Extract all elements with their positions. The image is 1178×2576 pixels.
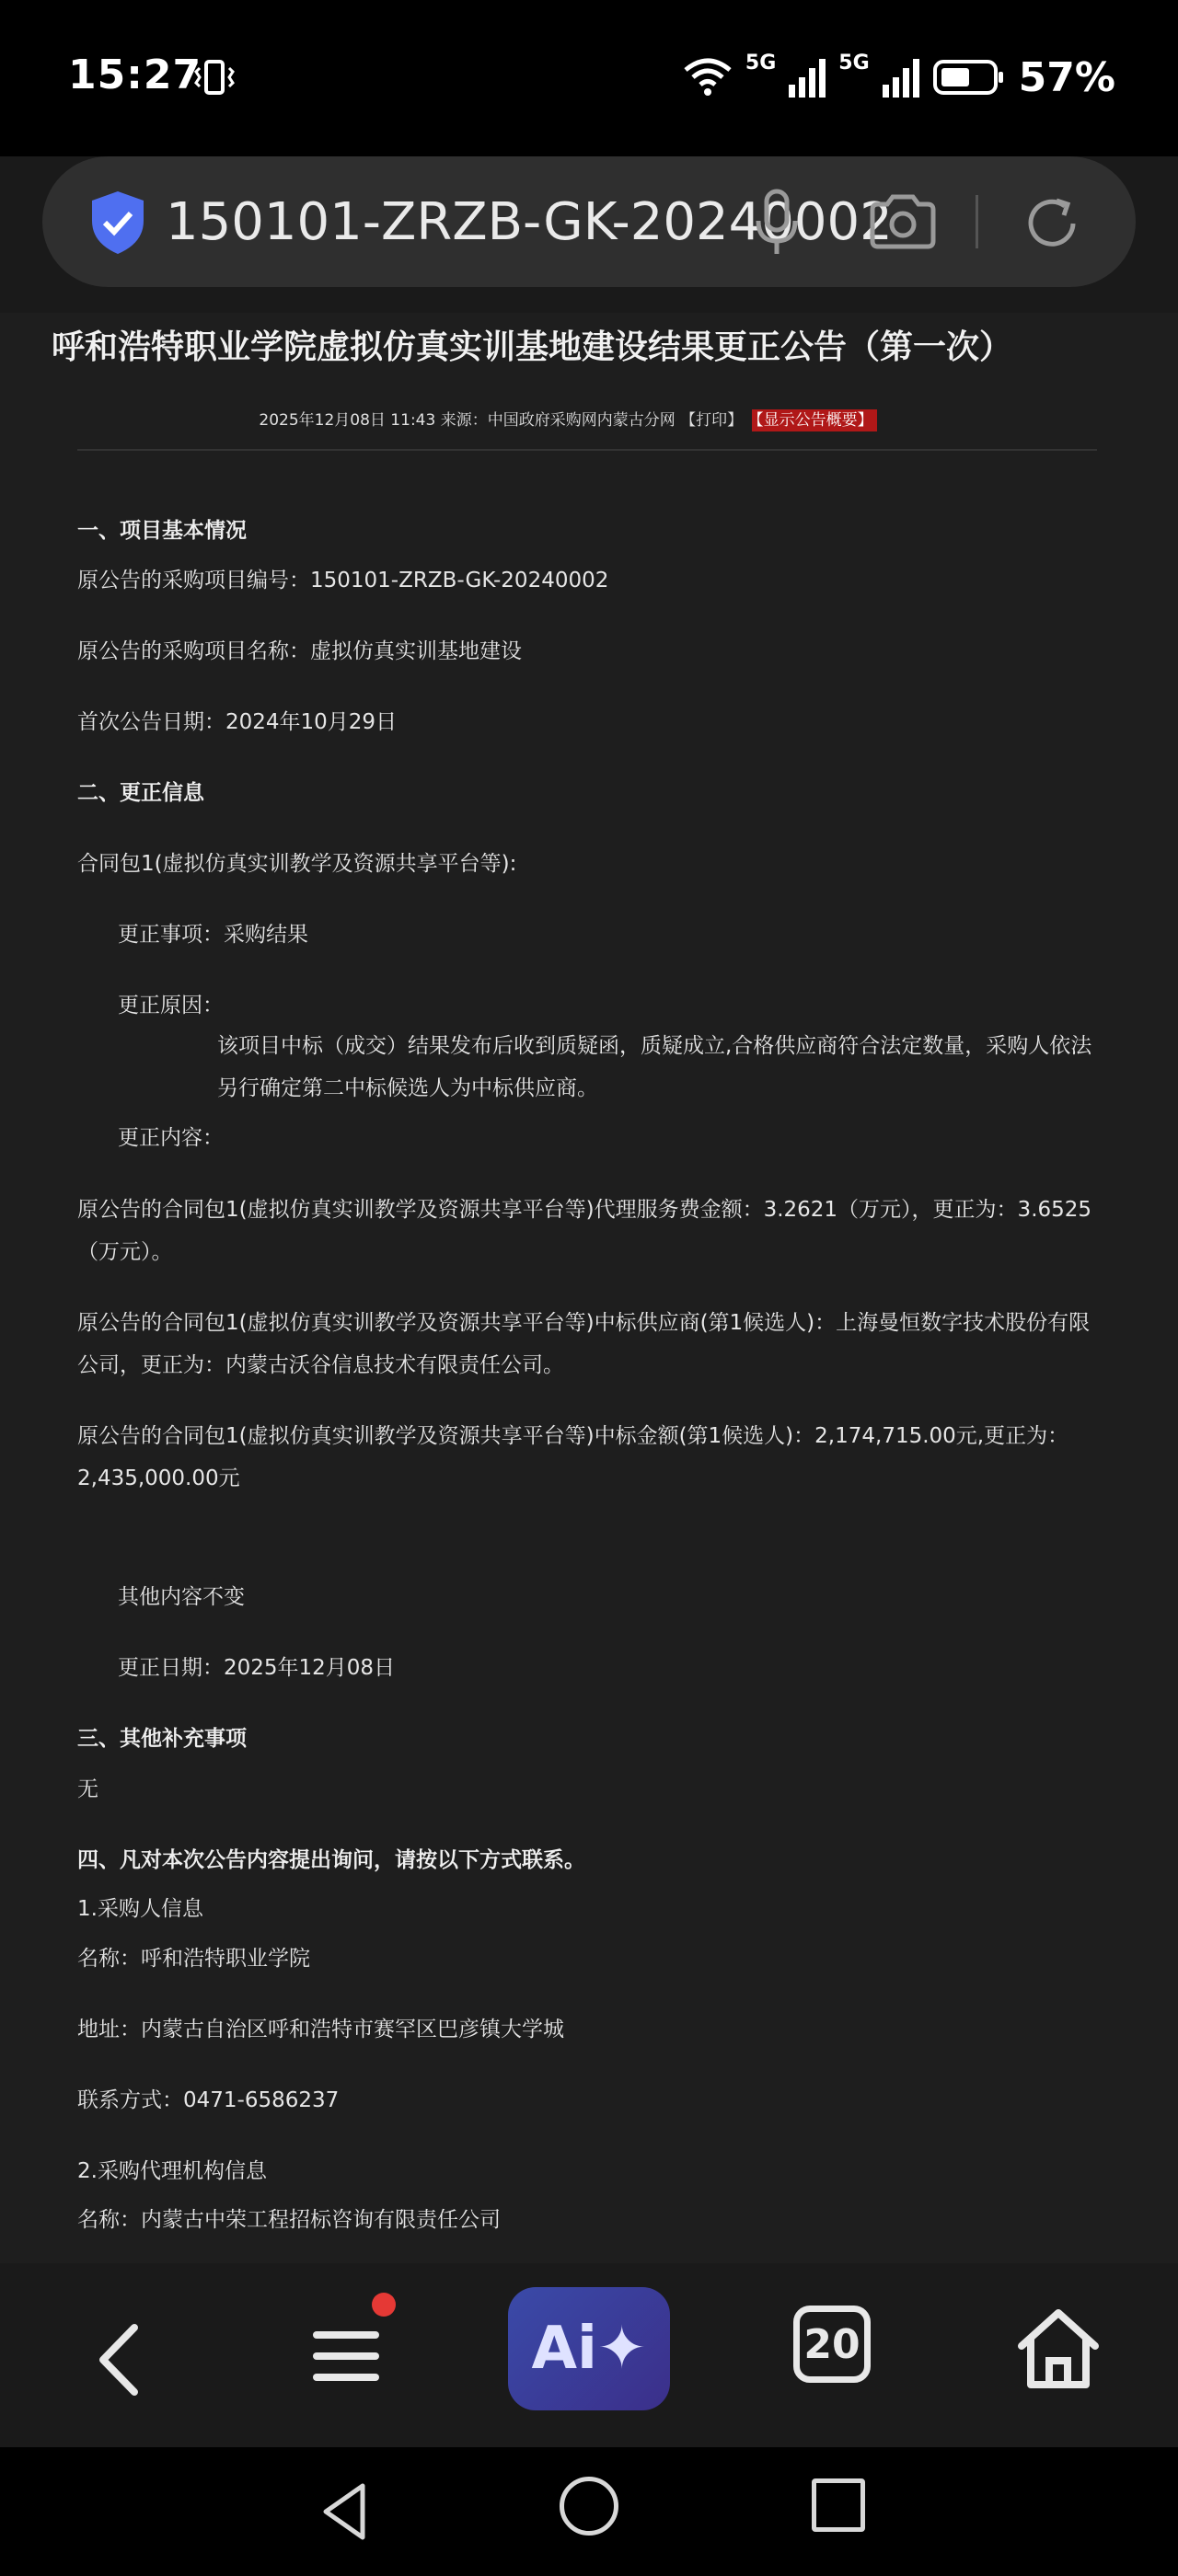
battery-icon (932, 57, 1006, 98)
contract-package: 合同包1(虚拟仿真实训教学及资源共享平台等): (77, 852, 517, 876)
page-title: 呼和浩特职业学院虚拟仿真实训基地建设结果更正公告（第一次） (52, 328, 1013, 366)
correction-item: 更正事项：采购结果 (118, 923, 308, 947)
url-bar-divider (976, 195, 978, 248)
project-number: 原公告的采购项目编号：150101-ZRZB-GK-20240002 (77, 569, 609, 592)
home-icon[interactable] (1012, 2304, 1104, 2396)
status-time: 15:27 (68, 52, 202, 98)
system-nav-bar (0, 2447, 1178, 2576)
agent-name: 名称：内蒙古中荣工程招标咨询有限责任公司 (77, 2208, 501, 2232)
tabs-count-button[interactable]: 20 (793, 2306, 871, 2383)
system-home-icon[interactable] (560, 2477, 618, 2536)
correction-date: 更正日期：2025年12月08日 (118, 1656, 396, 1680)
section-2-heading: 二、更正信息 (77, 781, 204, 805)
signal-icon-1 (789, 57, 826, 98)
url-text[interactable]: 150101-ZRZB-GK-20240002 (166, 192, 893, 252)
show-summary-link[interactable]: 【显示公告概要】 (752, 409, 877, 431)
correction-content-1: 原公告的合同包1(虚拟仿真实训教学及资源共享平台等)代理服务费金额：3.2621（万元），更正为：3.6525（万元）。 (77, 1198, 1092, 1264)
microphone-icon[interactable] (751, 188, 803, 258)
network-type-2: 5G (838, 52, 870, 75)
battery-percentage: 57% (1018, 53, 1115, 101)
correction-content-3: 原公告的合同包1(虚拟仿真实训教学及资源共享平台等)中标金额(第1候选人)：2,174,715.00元,更正为：2,435,000.00元 (77, 1424, 1069, 1490)
system-back-icon[interactable] (311, 2475, 385, 2548)
buyer-name: 名称：呼和浩特职业学院 (77, 1947, 310, 1971)
section-4-heading: 四、凡对本次公告内容提出询问，请按以下方式联系。 (77, 1848, 585, 1872)
reload-icon[interactable] (1022, 193, 1082, 254)
correction-content-label: 更正内容： (118, 1126, 224, 1150)
browser-bottom-nav (0, 2263, 1178, 2447)
notice-meta (0, 407, 1136, 430)
correction-content-2: 原公告的合同包1(虚拟仿真实训教学及资源共享平台等)中标供应商(第1候选人)：上海曼恒数字技术股份有限公司，更正为：内蒙古沃谷信息技术有限责任公司。 (77, 1311, 1091, 1377)
correction-reason-text: 该项目中标（成交）结果发布后收到质疑函，质疑成立,合格供应商符合法定数量，采购人依法另行确定第二中标候选人为中标供应商。 (217, 1034, 1092, 1100)
first-notice-date: 首次公告日期：2024年10月29日 (77, 710, 398, 734)
network-type-1: 5G (745, 52, 777, 75)
camera-icon[interactable] (869, 193, 937, 250)
wifi-icon (683, 57, 733, 98)
page-content (0, 313, 1178, 2282)
agent-info-title: 2.采购代理机构信息 (77, 2159, 267, 2183)
ai-assistant-button[interactable]: Ai✦ (508, 2287, 670, 2410)
buyer-contact: 联系方式：0471-6586237 (77, 2088, 340, 2112)
section-3-heading: 三、其他补充事项 (77, 1727, 247, 1751)
menu-icon[interactable] (309, 2315, 383, 2398)
shield-check-icon[interactable] (88, 190, 147, 256)
notification-dot (372, 2293, 396, 2317)
signal-icon-2 (883, 57, 919, 98)
meta-text[interactable]: 2025年12月08日 11:43 来源：中国政府采购网内蒙古分网 【打印】 (259, 411, 744, 430)
supplementary-text: 无 (77, 1777, 98, 1801)
correction-reason-label: 更正原因： (118, 994, 224, 1018)
back-arrow-icon[interactable] (87, 2318, 151, 2401)
divider (77, 449, 1097, 451)
vibrate-icon (193, 59, 236, 96)
buyer-info-title: 1.采购人信息 (77, 1897, 203, 1921)
status-bar (0, 0, 1178, 156)
other-unchanged: 其他内容不变 (118, 1585, 245, 1609)
buyer-address: 地址：内蒙古自治区呼和浩特市赛罕区巴彦镇大学城 (77, 2018, 564, 2041)
section-1-heading: 一、项目基本情况 (77, 519, 247, 543)
address-bar[interactable] (42, 156, 1136, 287)
status-icons (683, 52, 1115, 103)
project-name: 原公告的采购项目名称：虚拟仿真实训基地建设 (77, 639, 522, 663)
system-recents-icon[interactable] (812, 2478, 865, 2532)
